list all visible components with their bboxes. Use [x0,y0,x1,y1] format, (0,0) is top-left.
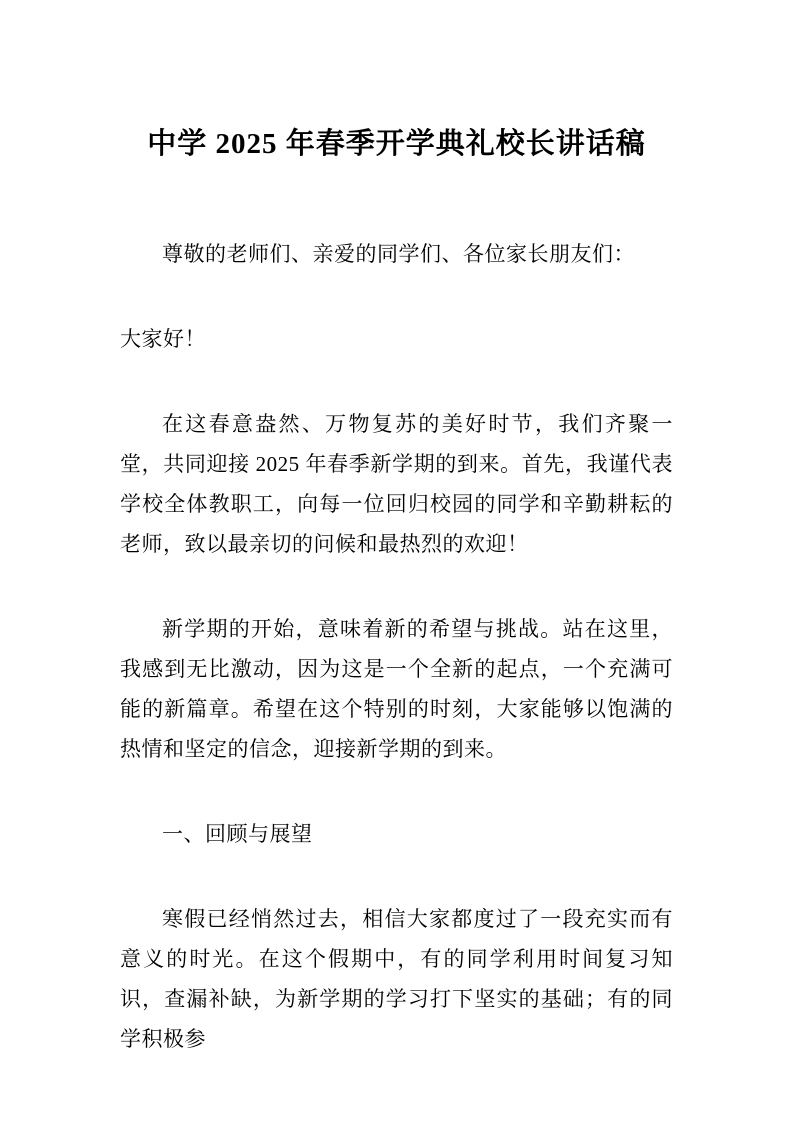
section-heading-review: 一、回顾与展望 [162,822,313,846]
paragraph-welcome: 在这春意盎然、万物复苏的美好时节，我们齐聚一堂，共同迎接 2025 年春季新学期的到来。首先，我谨代表学校全体教职工，向每一位回归校园的同学和辛勤耕耘的老师，致以最亲切的问候和最热烈的欢迎！ [120,412,673,556]
paragraph-new-semester: 新学期的开始，意味着新的希望与挑战。站在这里，我感到无比激动，因为这是一个全新的起点，一个充满可能的新篇章。希望在这个特别的时刻，大家能够以饱满的热情和坚定的信念，迎接新学期的到来。 [120,617,673,761]
document-title: 中学 2025 年春季开学典礼校长讲话稿 [147,128,646,160]
greeting-line: 大家好！ [120,327,206,351]
paragraph-winter-break: 寒假已经悄然过去，相信大家都度过了一段充实而有意义的时光。在这个假期中，有的同学利用时间复习知识，查漏补缺，为新学期的学习打下坚实的基础；有的同学积极参 [120,907,673,1051]
salutation-line: 尊敬的老师们、亲爱的同学们、各位家长朋友们： [162,242,635,266]
